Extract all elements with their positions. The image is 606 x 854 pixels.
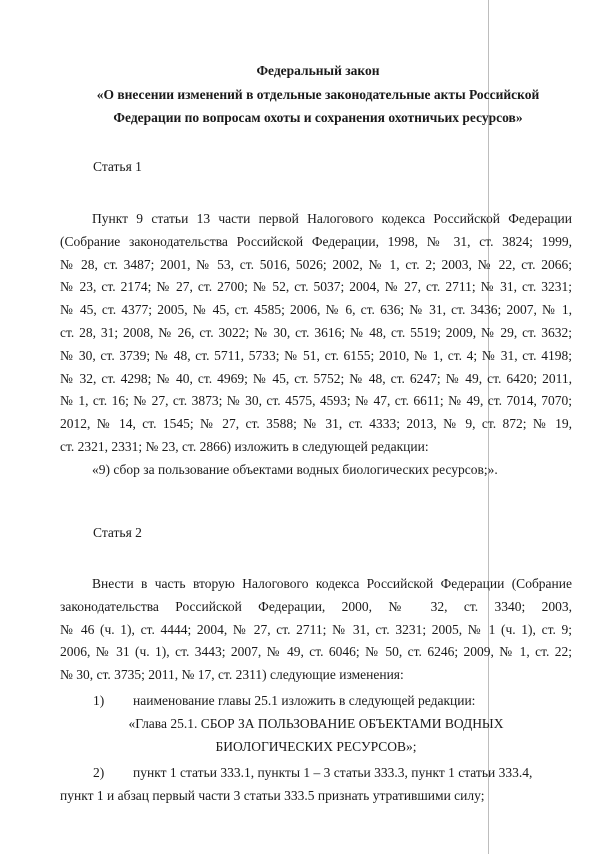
article-1-body bbox=[60, 208, 572, 482]
chapter-title-quote-line-2: БИОЛОГИЧЕСКИХ РЕСУРСОВ»; bbox=[215, 739, 417, 754]
article-1-line: № 32, ст. 4298; № 40, ст. 4969; № 45, ст. 5752; № 48, ст. 6247; № 49, ст. 6420; 2011, bbox=[60, 370, 572, 386]
law-type-heading: Федеральный закон bbox=[256, 63, 380, 78]
law-title-line-2: Федерации по вопросам охоты и сохранения охотничьих ресурсов» bbox=[113, 110, 523, 125]
article-1-line: Пункт 9 статьи 13 части первой Налогового кодекса Российской Федерации bbox=[92, 211, 572, 226]
law-title-line-1: «О внесении изменений в отдельные законодательные акты Российской bbox=[96, 87, 540, 102]
article-1-line: № 30, ст. 3739; № 48, ст. 5711, 5733; № 51, ст. 6155; 2010, № 1, ст. 4; № 31, ст. 4198; bbox=[60, 347, 572, 363]
article-1-line: № 23, ст. 2174; № 27, ст. 2700; № 52, ст. 5037; 2004, № 27, ст. 2711; № 31, ст. 3231; bbox=[60, 279, 572, 295]
article-2-line: 2006, № 31 (ч. 1), ст. 3443; 2007, № 49, ст. 6046; № 50, ст. 6246; 2009, № 1, ст. 22; bbox=[60, 644, 572, 660]
article-2-line: № 46 (ч. 1), ст. 4444; 2004, № 27, ст. 2711; № 31, ст. 3231; 2005, № 1 (ч. 1), ст. 9; bbox=[60, 621, 572, 637]
amendment-item-number: 1) bbox=[93, 693, 105, 708]
amendment-item-2-line: пункт 1 и абзац первый части 3 статьи 333.5 признать утратившими силу; bbox=[60, 788, 485, 803]
amendment-item-text: наименование главы 25.1 изложить в следующей редакции: bbox=[133, 693, 476, 708]
article-2-line: № 30, ст. 3735; 2011, № 17, ст. 2311) следующие изменения: bbox=[60, 667, 404, 683]
article-2-heading: Статья 2 bbox=[93, 525, 142, 540]
amendment-item-2-continuation bbox=[60, 785, 572, 808]
article-1-line: № 45, ст. 4377; 2005, № 45, ст. 4585; 2006, № 6, ст. 636; № 31, ст. 3436; 2007, № 1, bbox=[60, 302, 572, 318]
amendment-item-2 bbox=[93, 762, 532, 784]
amendment-item-1 bbox=[93, 690, 475, 712]
article-1-line: 2012, № 14, ст. 1545; № 27, ст. 3588; № 31, ст. 4333; 2013, № 9, ст. 872; № 19, bbox=[60, 416, 572, 432]
article-1-line: № 28, ст. 3487; 2001, № 53, ст. 5016, 5026; 2002, № 1, ст. 2; 2003, № 22, ст. 2066; bbox=[60, 256, 572, 272]
article-1-line: ст. 2321, 2331; № 23, ст. 2866) изложить в следующей редакции: bbox=[60, 438, 429, 454]
article-2-line: законодательства Российской Федерации, 2000, № 32, ст. 3340; 2003, bbox=[60, 598, 572, 614]
article-1-line: № 1, ст. 16; № 27, ст. 3873; № 30, ст. 4575, 4593; № 47, ст. 6611; № 49, ст. 7014, 7070; bbox=[60, 393, 572, 409]
article-1-line: ст. 28, 31; 2008, № 26, ст. 3022; № 30, ст. 3616; № 48, ст. 5519; 2009, № 29, ст. 3632; bbox=[60, 324, 572, 340]
article-1-heading: Статья 1 bbox=[93, 159, 142, 174]
chapter-title-quote-line-1: «Глава 25.1. СБОР ЗА ПОЛЬЗОВАНИЕ ОБЪЕКТАМИ ВОДНЫХ bbox=[128, 716, 504, 731]
article-2-body bbox=[60, 573, 572, 687]
article-2-line: Внести в часть вторую Налогового кодекса Российской Федерации (Собрание bbox=[92, 576, 572, 591]
article-1-line: (Собрание законодательства Российской Федерации, 1998, № 31, ст. 3824; 1999, bbox=[60, 233, 572, 249]
article-1-new-wording: «9) сбор за пользование объектами водных биологических ресурсов;». bbox=[92, 461, 498, 477]
amendment-item-number: 2) bbox=[93, 765, 105, 780]
amendment-item-text: пункт 1 статьи 333.1, пункты 1 – 3 статьи 333.3, пункт 1 статьи 333.4, bbox=[133, 765, 533, 780]
